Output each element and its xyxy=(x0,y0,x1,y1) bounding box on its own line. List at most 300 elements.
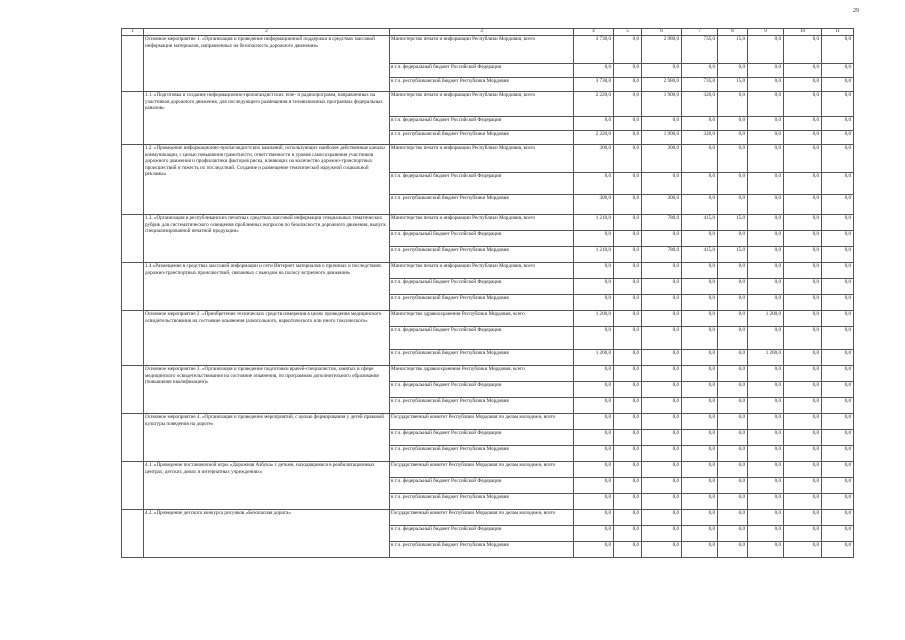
amount-cell: 1 200,0 xyxy=(748,311,784,327)
amount-cell: 0,0 xyxy=(748,247,784,263)
amount-cell: 0,0 xyxy=(822,462,854,478)
column-number-5: 5 xyxy=(614,29,642,36)
amount-cell: 0,0 xyxy=(748,494,784,510)
amount-cell: 0,0 xyxy=(574,117,614,131)
amount-cell: 0,0 xyxy=(748,462,784,478)
amount-cell: 0,0 xyxy=(784,215,822,231)
amount-cell: 0,0 xyxy=(748,382,784,398)
amount-cell: 0,0 xyxy=(574,173,614,195)
amount-cell: 0,0 xyxy=(682,311,718,327)
amount-cell: 0,0 xyxy=(614,263,642,279)
amount-cell: 0,0 xyxy=(574,382,614,398)
column-number-11: 11 xyxy=(822,29,854,36)
amount-cell: 0,0 xyxy=(718,366,748,382)
measure-name-cell: Основное мероприятие 3. «Организация и проведение подготовки врачей-специалистов, занятых в сфере медицинского освидетельствования на состояние опьянения, по программам дополнительного образования (повышение квалификации)» xyxy=(144,366,390,414)
measure-name-cell: 1.2. «Проведение информационно-пропагандистских кампаний, использующих наиболее действенные каналы коммуникации, с целью повышения грамотности, ответственности и уровня самосохранения участников дорожного движения и профилактики факторов риска, влияющих на количество дорожно-транспортных происшествий и тяжесть их последствий. Создание и размещение тематической наружной социальной рекламы» xyxy=(144,145,390,215)
amount-cell: 0,0 xyxy=(748,263,784,279)
amount-cell: 0,0 xyxy=(642,173,682,195)
amount-cell: 0,0 xyxy=(574,398,614,414)
funding-source-cell: в т.ч. республиканский бюджет Республики Мордовия xyxy=(390,350,574,366)
amount-cell: 0,0 xyxy=(784,446,822,462)
amount-cell: 0,0 xyxy=(718,462,748,478)
amount-cell: 0,0 xyxy=(718,327,748,350)
amount-cell: 15,0 xyxy=(718,247,748,263)
amount-cell: 0,0 xyxy=(784,398,822,414)
amount-cell: 0,0 xyxy=(822,247,854,263)
amount-cell: 2 220,0 xyxy=(574,92,614,117)
amount-cell: 0,0 xyxy=(614,247,642,263)
amount-cell: 0,0 xyxy=(614,311,642,327)
table-row xyxy=(122,263,854,279)
amount-cell: 0,0 xyxy=(614,145,642,173)
amount-cell: 0,0 xyxy=(784,327,822,350)
amount-cell: 2 980,0 xyxy=(642,36,682,64)
amount-cell: 0,0 xyxy=(718,64,748,78)
amount-cell: 0,0 xyxy=(718,92,748,117)
amount-cell: 0,0 xyxy=(748,542,784,558)
amount-cell: 0,0 xyxy=(574,478,614,494)
funding-source-cell: Министерство здравоохранения Республики Мордовия, всего xyxy=(390,366,574,382)
funding-source-cell: в т.ч. федеральный бюджет Российской Федерации xyxy=(390,478,574,494)
amount-cell: 0,0 xyxy=(822,195,854,215)
amount-cell: 0,0 xyxy=(718,145,748,173)
amount-cell: 0,0 xyxy=(682,327,718,350)
funding-source-cell: Министерство печати и информации Республики Мордовия, всего xyxy=(390,92,574,117)
amount-cell: 0,0 xyxy=(748,526,784,542)
amount-cell: 0,0 xyxy=(614,279,642,295)
amount-cell: 0,0 xyxy=(642,510,682,526)
amount-cell: 0,0 xyxy=(784,131,822,145)
amount-cell: 300,0 xyxy=(574,145,614,173)
amount-cell: 1 900,0 xyxy=(642,92,682,117)
amount-cell: 0,0 xyxy=(614,398,642,414)
amount-cell: 0,0 xyxy=(642,494,682,510)
column-number-3: 3 xyxy=(390,29,574,36)
measure-name-cell: 4.1. «Проведение постановочной игры «Дорожная Азбука» с детьми, находящимися в реабилитационных центрах, детских домах и интернатных учреждениях» xyxy=(144,462,390,510)
amount-cell: 0,0 xyxy=(642,398,682,414)
amount-cell: 0,0 xyxy=(748,430,784,446)
amount-cell: 0,0 xyxy=(822,295,854,311)
amount-cell: 735,0 xyxy=(682,78,718,92)
amount-cell: 0,0 xyxy=(682,526,718,542)
amount-cell: 15,0 xyxy=(718,36,748,64)
funding-source-cell: в т.ч. федеральный бюджет Российской Федерации xyxy=(390,327,574,350)
amount-cell: 0,0 xyxy=(718,446,748,462)
funding-source-cell: в т.ч. федеральный бюджет Российской Федерации xyxy=(390,279,574,295)
amount-cell: 0,0 xyxy=(784,145,822,173)
amount-cell: 0,0 xyxy=(784,173,822,195)
row-number-cell xyxy=(122,263,144,311)
amount-cell: 0,0 xyxy=(748,446,784,462)
measure-name-cell: Основное мероприятие 1. «Организация и проведение информационной поддержки в средствах массовой информации материалов, направленных на безопасность дорожного движения» xyxy=(144,36,390,92)
amount-cell: 0,0 xyxy=(614,542,642,558)
amount-cell: 0,0 xyxy=(574,231,614,247)
table-row xyxy=(122,462,854,478)
amount-cell: 0,0 xyxy=(614,510,642,526)
amount-cell: 0,0 xyxy=(642,366,682,382)
row-number-cell xyxy=(122,36,144,92)
funding-source-cell: в т.ч. федеральный бюджет Российской Федерации xyxy=(390,117,574,131)
amount-cell: 0,0 xyxy=(642,263,682,279)
amount-cell: 0,0 xyxy=(614,173,642,195)
amount-cell: 0,0 xyxy=(748,78,784,92)
amount-cell: 0,0 xyxy=(574,430,614,446)
amount-cell: 0,0 xyxy=(822,510,854,526)
amount-cell: 0,0 xyxy=(748,36,784,64)
amount-cell: 0,0 xyxy=(614,78,642,92)
funding-source-cell: Государственный комитет Республики Мордовия по делам молодежи, всего xyxy=(390,462,574,478)
amount-cell: 3 730,0 xyxy=(574,78,614,92)
amount-cell: 0,0 xyxy=(718,494,748,510)
amount-cell: 0,0 xyxy=(682,430,718,446)
amount-cell: 0,0 xyxy=(718,195,748,215)
amount-cell: 0,0 xyxy=(642,478,682,494)
measure-name-cell: Основное мероприятие 2. «Приобретение технических средств измерения в целях проведения медицинского освидетельствования на состояние опьянения (алкогольного, наркотического или иного токсического» xyxy=(144,311,390,366)
amount-cell: 0,0 xyxy=(614,494,642,510)
amount-cell: 0,0 xyxy=(574,526,614,542)
amount-cell: 0,0 xyxy=(784,350,822,366)
amount-cell: 0,0 xyxy=(822,446,854,462)
amount-cell: 0,0 xyxy=(822,350,854,366)
amount-cell: 0,0 xyxy=(642,327,682,350)
amount-cell: 0,0 xyxy=(574,263,614,279)
amount-cell: 1 900,0 xyxy=(642,131,682,145)
amount-cell: 0,0 xyxy=(682,117,718,131)
amount-cell: 0,0 xyxy=(718,279,748,295)
amount-cell: 0,0 xyxy=(784,542,822,558)
amount-cell: 300,0 xyxy=(574,195,614,215)
amount-cell: 0,0 xyxy=(784,247,822,263)
row-number-cell xyxy=(122,215,144,263)
amount-cell: 0,0 xyxy=(682,366,718,382)
amount-cell: 0,0 xyxy=(682,510,718,526)
amount-cell: 320,0 xyxy=(682,131,718,145)
amount-cell: 0,0 xyxy=(642,295,682,311)
amount-cell: 0,0 xyxy=(682,64,718,78)
amount-cell: 1 200,0 xyxy=(748,350,784,366)
amount-cell: 0,0 xyxy=(748,414,784,430)
amount-cell: 0,0 xyxy=(614,64,642,78)
amount-cell: 0,0 xyxy=(748,92,784,117)
amount-cell: 0,0 xyxy=(784,263,822,279)
amount-cell: 0,0 xyxy=(822,36,854,64)
table-body xyxy=(122,36,854,558)
amount-cell: 0,0 xyxy=(718,117,748,131)
amount-cell: 0,0 xyxy=(822,145,854,173)
amount-cell: 0,0 xyxy=(784,430,822,446)
funding-source-cell: Министерство печати и информации Республики Мордовия, всего xyxy=(390,263,574,279)
amount-cell: 0,0 xyxy=(748,64,784,78)
funding-source-cell: в т.ч. республиканский бюджет Республики Мордовия xyxy=(390,295,574,311)
amount-cell: 0,0 xyxy=(642,350,682,366)
measure-name-cell: 4.2. «Проведение детского конкурса рисунков «Безопасная дорога» xyxy=(144,510,390,558)
row-number-cell xyxy=(122,414,144,462)
column-number-row xyxy=(122,29,854,36)
amount-cell: 0,0 xyxy=(748,117,784,131)
amount-cell: 0,0 xyxy=(822,263,854,279)
amount-cell: 320,0 xyxy=(682,92,718,117)
measure-name-cell: 1.1. «Подготовка и создание информационно-пропагандистских теле- и радиопрограмм, направленных на участников дорожного движения, для последующего размещения в телевизионных программах федеральных каналов» xyxy=(144,92,390,145)
amount-cell: 780,0 xyxy=(642,215,682,231)
amount-cell: 0,0 xyxy=(748,478,784,494)
column-number-1: 1 xyxy=(122,29,144,36)
amount-cell: 0,0 xyxy=(822,494,854,510)
table-row xyxy=(122,145,854,173)
amount-cell: 0,0 xyxy=(784,295,822,311)
amount-cell: 0,0 xyxy=(614,195,642,215)
amount-cell: 0,0 xyxy=(642,382,682,398)
amount-cell: 0,0 xyxy=(642,311,682,327)
amount-cell: 0,0 xyxy=(682,279,718,295)
amount-cell: 0,0 xyxy=(748,366,784,382)
amount-cell: 0,0 xyxy=(682,263,718,279)
amount-cell: 0,0 xyxy=(784,414,822,430)
funding-source-cell: в т.ч. федеральный бюджет Российской Федерации xyxy=(390,231,574,247)
row-number-cell xyxy=(122,462,144,510)
amount-cell: 0,0 xyxy=(784,366,822,382)
amount-cell: 0,0 xyxy=(718,231,748,247)
amount-cell: 0,0 xyxy=(614,382,642,398)
amount-cell: 0,0 xyxy=(822,327,854,350)
amount-cell: 0,0 xyxy=(748,398,784,414)
amount-cell: 0,0 xyxy=(682,494,718,510)
budget-table xyxy=(121,28,854,558)
amount-cell: 0,0 xyxy=(614,526,642,542)
amount-cell: 0,0 xyxy=(614,215,642,231)
amount-cell: 0,0 xyxy=(822,215,854,231)
amount-cell: 0,0 xyxy=(614,478,642,494)
amount-cell: 0,0 xyxy=(784,478,822,494)
funding-source-cell: в т.ч. республиканский бюджет Республики Мордовия xyxy=(390,398,574,414)
funding-source-cell: в т.ч. федеральный бюджет Российской Федерации xyxy=(390,430,574,446)
amount-cell: 0,0 xyxy=(822,414,854,430)
row-number-cell xyxy=(122,366,144,414)
amount-cell: 3 730,0 xyxy=(574,36,614,64)
amount-cell: 0,0 xyxy=(748,510,784,526)
amount-cell: 0,0 xyxy=(574,542,614,558)
amount-cell: 0,0 xyxy=(614,36,642,64)
amount-cell: 0,0 xyxy=(784,311,822,327)
amount-cell: 0,0 xyxy=(642,414,682,430)
amount-cell: 0,0 xyxy=(784,36,822,64)
amount-cell: 0,0 xyxy=(642,526,682,542)
amount-cell: 0,0 xyxy=(574,462,614,478)
amount-cell: 0,0 xyxy=(682,173,718,195)
amount-cell: 0,0 xyxy=(718,414,748,430)
funding-source-cell: в т.ч. федеральный бюджет Российской Федерации xyxy=(390,173,574,195)
amount-cell: 0,0 xyxy=(642,231,682,247)
amount-cell: 0,0 xyxy=(642,279,682,295)
table-row xyxy=(122,311,854,327)
amount-cell: 2 980,0 xyxy=(642,78,682,92)
funding-source-cell: Государственный комитет Республики Мордовия по делам молодежи, всего xyxy=(390,510,574,526)
amount-cell: 0,0 xyxy=(614,92,642,117)
amount-cell: 0,0 xyxy=(748,295,784,311)
amount-cell: 0,0 xyxy=(822,382,854,398)
amount-cell: 2 220,0 xyxy=(574,131,614,145)
funding-source-cell: Министерство здравоохранения Республики Мордовия, всего xyxy=(390,311,574,327)
amount-cell: 0,0 xyxy=(718,263,748,279)
amount-cell: 0,0 xyxy=(574,494,614,510)
column-number-6: 6 xyxy=(642,29,682,36)
amount-cell: 0,0 xyxy=(748,231,784,247)
amount-cell: 0,0 xyxy=(574,64,614,78)
amount-cell: 15,0 xyxy=(718,215,748,231)
table-row xyxy=(122,510,854,526)
amount-cell: 0,0 xyxy=(822,173,854,195)
amount-cell: 0,0 xyxy=(822,78,854,92)
amount-cell: 0,0 xyxy=(718,542,748,558)
amount-cell: 1 200,0 xyxy=(574,311,614,327)
funding-source-cell: в т.ч. республиканский бюджет Республики Мордовия xyxy=(390,247,574,263)
amount-cell: 0,0 xyxy=(642,117,682,131)
amount-cell: 0,0 xyxy=(718,382,748,398)
amount-cell: 1 200,0 xyxy=(574,350,614,366)
amount-cell: 0,0 xyxy=(718,350,748,366)
amount-cell: 0,0 xyxy=(718,295,748,311)
table-row xyxy=(122,92,854,117)
amount-cell: 0,0 xyxy=(822,366,854,382)
row-number-cell xyxy=(122,510,144,558)
amount-cell: 1 210,0 xyxy=(574,247,614,263)
funding-source-cell: в т.ч. республиканский бюджет Республики Мордовия xyxy=(390,494,574,510)
amount-cell: 0,0 xyxy=(822,526,854,542)
amount-cell: 0,0 xyxy=(784,382,822,398)
amount-cell: 0,0 xyxy=(614,446,642,462)
amount-cell: 0,0 xyxy=(784,78,822,92)
amount-cell: 0,0 xyxy=(642,542,682,558)
table-row xyxy=(122,215,854,231)
amount-cell: 0,0 xyxy=(614,430,642,446)
amount-cell: 0,0 xyxy=(682,350,718,366)
amount-cell: 0,0 xyxy=(822,478,854,494)
amount-cell: 415,0 xyxy=(682,247,718,263)
amount-cell: 0,0 xyxy=(822,279,854,295)
measure-name-cell: 1.4 «Размещение в средствах массовой информации и сети Интернет материалов о причинах и последствиях дорожно-транспортных происшествий, связанных с выездом на полосу встречного движения» xyxy=(144,263,390,311)
amount-cell: 15,0 xyxy=(718,78,748,92)
amount-cell: 300,0 xyxy=(642,195,682,215)
measure-name-cell: 1.3. «Организация в республиканских печатных средствах массовой информации специальных тематических рубрик для систематического освещения проблемных вопросов по безопасности дорожного движения, выпуск специализированной печатной продукции» xyxy=(144,215,390,263)
table-row xyxy=(122,36,854,64)
funding-source-cell: в т.ч. федеральный бюджет Российской Федерации xyxy=(390,64,574,78)
row-number-cell xyxy=(122,92,144,145)
amount-cell: 0,0 xyxy=(748,327,784,350)
amount-cell: 0,0 xyxy=(784,231,822,247)
amount-cell: 0,0 xyxy=(614,414,642,430)
funding-source-cell: Государственный комитет Республики Мордовия по делам молодежи, всего xyxy=(390,414,574,430)
amount-cell: 0,0 xyxy=(614,231,642,247)
amount-cell: 0,0 xyxy=(822,231,854,247)
table-row xyxy=(122,414,854,430)
amount-cell: 0,0 xyxy=(718,173,748,195)
budget-table-sheet xyxy=(121,28,853,558)
amount-cell: 0,0 xyxy=(718,526,748,542)
funding-source-cell: в т.ч. республиканский бюджет Республики Мордовия xyxy=(390,78,574,92)
amount-cell: 0,0 xyxy=(784,462,822,478)
amount-cell: 0,0 xyxy=(784,195,822,215)
amount-cell: 0,0 xyxy=(822,131,854,145)
amount-cell: 0,0 xyxy=(822,542,854,558)
amount-cell: 0,0 xyxy=(642,462,682,478)
amount-cell: 780,0 xyxy=(642,247,682,263)
amount-cell: 0,0 xyxy=(682,462,718,478)
amount-cell: 0,0 xyxy=(682,542,718,558)
measure-name-cell: Основное мероприятие 4. «Организация и проведение мероприятий, с целью формирования у детей правовой культуры поведения на дороге» xyxy=(144,414,390,462)
funding-source-cell: в т.ч. республиканский бюджет Республики Мордовия xyxy=(390,542,574,558)
amount-cell: 0,0 xyxy=(748,195,784,215)
funding-source-cell: Министерство печати и информации Республики Мордовия, всего xyxy=(390,215,574,231)
funding-source-cell: в т.ч. республиканский бюджет Республики Мордовия xyxy=(390,195,574,215)
column-number-7: 7 xyxy=(682,29,718,36)
amount-cell: 0,0 xyxy=(682,414,718,430)
amount-cell: 0,0 xyxy=(614,350,642,366)
amount-cell: 0,0 xyxy=(614,366,642,382)
amount-cell: 0,0 xyxy=(748,173,784,195)
amount-cell: 0,0 xyxy=(614,131,642,145)
amount-cell: 0,0 xyxy=(682,295,718,311)
funding-source-cell: в т.ч. республиканский бюджет Республики Мордовия xyxy=(390,446,574,462)
amount-cell: 0,0 xyxy=(614,327,642,350)
funding-source-cell: Министерство печати и информации Республики Мордовия, всего xyxy=(390,145,574,173)
page-number: 29 xyxy=(853,8,859,14)
amount-cell: 0,0 xyxy=(574,510,614,526)
column-number-2: 2 xyxy=(144,29,390,36)
amount-cell: 0,0 xyxy=(784,279,822,295)
amount-cell: 0,0 xyxy=(682,195,718,215)
amount-cell: 0,0 xyxy=(784,92,822,117)
funding-source-cell: в т.ч. федеральный бюджет Российской Федерации xyxy=(390,526,574,542)
row-number-cell xyxy=(122,311,144,366)
column-number-10: 10 xyxy=(784,29,822,36)
amount-cell: 0,0 xyxy=(718,478,748,494)
amount-cell: 0,0 xyxy=(574,446,614,462)
amount-cell: 0,0 xyxy=(642,446,682,462)
amount-cell: 0,0 xyxy=(748,131,784,145)
row-number-cell xyxy=(122,145,144,215)
column-number-4: 4 xyxy=(574,29,614,36)
amount-cell: 0,0 xyxy=(682,398,718,414)
amount-cell: 0,0 xyxy=(822,92,854,117)
column-number-8: 8 xyxy=(718,29,748,36)
amount-cell: 0,0 xyxy=(748,215,784,231)
amount-cell: 0,0 xyxy=(784,510,822,526)
amount-cell: 415,0 xyxy=(682,215,718,231)
amount-cell: 0,0 xyxy=(574,414,614,430)
amount-cell: 0,0 xyxy=(718,430,748,446)
amount-cell: 1 210,0 xyxy=(574,215,614,231)
amount-cell: 0,0 xyxy=(784,117,822,131)
amount-cell: 735,0 xyxy=(682,36,718,64)
amount-cell: 0,0 xyxy=(682,145,718,173)
amount-cell: 0,0 xyxy=(718,131,748,145)
amount-cell: 0,0 xyxy=(614,295,642,311)
funding-source-cell: в т.ч. республиканский бюджет Республики Мордовия xyxy=(390,131,574,145)
amount-cell: 0,0 xyxy=(574,327,614,350)
amount-cell: 0,0 xyxy=(822,398,854,414)
amount-cell: 0,0 xyxy=(682,446,718,462)
amount-cell: 0,0 xyxy=(822,311,854,327)
amount-cell: 0,0 xyxy=(718,311,748,327)
amount-cell: 0,0 xyxy=(574,279,614,295)
amount-cell: 0,0 xyxy=(784,494,822,510)
amount-cell: 300,0 xyxy=(642,145,682,173)
table-row xyxy=(122,366,854,382)
amount-cell: 0,0 xyxy=(748,145,784,173)
amount-cell: 0,0 xyxy=(784,64,822,78)
funding-source-cell: Министерство печати и информации Республики Мордовия, всего xyxy=(390,36,574,64)
funding-source-cell: в т.ч. федеральный бюджет Российской Федерации xyxy=(390,382,574,398)
amount-cell: 0,0 xyxy=(718,510,748,526)
